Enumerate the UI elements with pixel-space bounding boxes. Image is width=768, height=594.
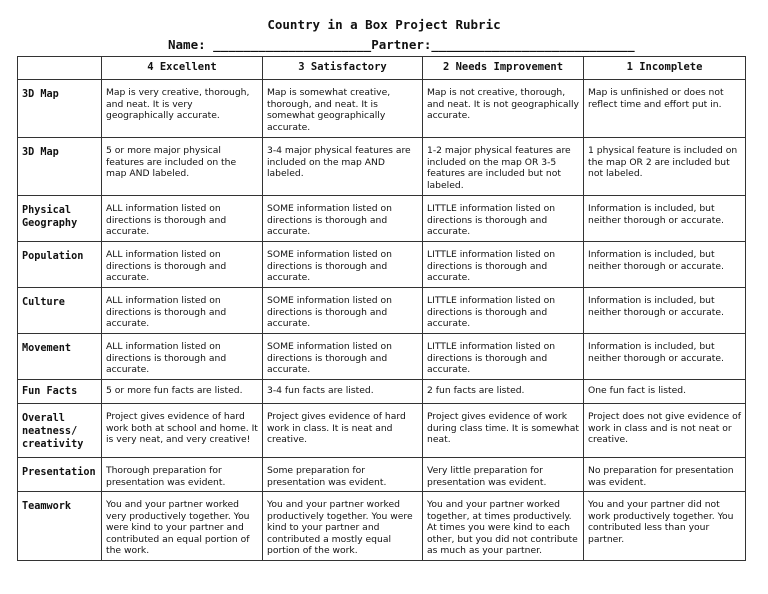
rubric-cell: No preparation for presentation was evident.: [584, 458, 746, 492]
table-row: [18, 288, 746, 334]
column-header-excellent: 4 Excellent: [102, 57, 263, 80]
table-row: [18, 138, 746, 196]
rubric-table: [17, 56, 746, 561]
rubric-cell: Project gives evidence of hard work both at school and home. It is very neat, and very creative!: [102, 404, 263, 458]
rubric-cell: You and your partner worked very productively together. You were kind to your partner and contributed an equal portion of the work.: [102, 492, 263, 561]
table-row: [18, 334, 746, 380]
criterion-label: 3D Map: [18, 138, 102, 196]
criterion-label: Physical Geography: [18, 196, 102, 242]
criterion-label: Overall neatness/ creativity: [18, 404, 102, 458]
name-partner-line: Name: _____________________Partner:___________________________: [168, 37, 635, 52]
rubric-cell: Thorough preparation for presentation was evident.: [102, 458, 263, 492]
rubric-cell: Map is very creative, thorough, and neat. It is very geographically accurate.: [102, 80, 263, 138]
rubric-cell: Project gives evidence of work during class time. It is somewhat neat.: [423, 404, 584, 458]
rubric-cell: Information is included, but neither thorough or accurate.: [584, 242, 746, 288]
column-header-satisfactory: 3 Satisfactory: [263, 57, 423, 80]
rubric-cell: Information is included, but neither thorough or accurate.: [584, 288, 746, 334]
rubric-cell: Information is included, but neither thorough or accurate.: [584, 196, 746, 242]
rubric-cell: 5 or more fun facts are listed.: [102, 380, 263, 404]
rubric-cell: Project does not give evidence of work in class and is not neat or creative.: [584, 404, 746, 458]
rubric-cell: Project gives evidence of hard work in class. It is neat and creative.: [263, 404, 423, 458]
rubric-cell: 3-4 fun facts are listed.: [263, 380, 423, 404]
rubric-cell: SOME information listed on directions is thorough and accurate.: [263, 288, 423, 334]
rubric-cell: Map is unfinished or does not reflect time and effort put in.: [584, 80, 746, 138]
rubric-cell: Map is somewhat creative, thorough, and neat. It is somewhat geographically accurate.: [263, 80, 423, 138]
rubric-cell: LITTLE information listed on directions is thorough and accurate.: [423, 196, 584, 242]
column-header-criteria: [18, 57, 102, 80]
table-row: [18, 380, 746, 404]
rubric-cell: You and your partner worked together, at times productively. At times you were kind to each other, but you did not contribute as much as your partner.: [423, 492, 584, 561]
rubric-cell: SOME information listed on directions is thorough and accurate.: [263, 334, 423, 380]
rubric-cell: You and your partner did not work productively together. You contributed less than your partner.: [584, 492, 746, 561]
rubric-cell: 1-2 major physical features are included on the map OR 3-5 features are included but not labeled.: [423, 138, 584, 196]
rubric-cell: You and your partner worked productively together. You were kind to your partner and contributed a mostly equal portion of the work.: [263, 492, 423, 561]
table-row: [18, 242, 746, 288]
rubric-cell: Information is included, but neither thorough or accurate.: [584, 334, 746, 380]
header-row: [18, 57, 746, 80]
rubric-cell: LITTLE information listed on directions is thorough and accurate.: [423, 334, 584, 380]
rubric-cell: Very little preparation for presentation was evident.: [423, 458, 584, 492]
rubric-cell: Some preparation for presentation was evident.: [263, 458, 423, 492]
rubric-cell: ALL information listed on directions is thorough and accurate.: [102, 242, 263, 288]
rubric-cell: Map is not creative, thorough, and neat. It is not geographically accurate.: [423, 80, 584, 138]
criterion-label: Fun Facts: [18, 380, 102, 404]
criterion-label: Population: [18, 242, 102, 288]
rubric-cell: One fun fact is listed.: [584, 380, 746, 404]
table-row: [18, 492, 746, 561]
rubric-cell: SOME information listed on directions is thorough and accurate.: [263, 196, 423, 242]
criterion-label: Culture: [18, 288, 102, 334]
table-row: [18, 404, 746, 458]
page-title: Country in a Box Project Rubric: [267, 17, 501, 32]
criterion-label: 3D Map: [18, 80, 102, 138]
column-header-needs-improvement: 2 Needs Improvement: [423, 57, 584, 80]
rubric-cell: ALL information listed on directions is thorough and accurate.: [102, 334, 263, 380]
rubric-cell: 2 fun facts are listed.: [423, 380, 584, 404]
rubric-cell: 3-4 major physical features are included on the map AND labeled.: [263, 138, 423, 196]
rubric-cell: LITTLE information listed on directions is thorough and accurate.: [423, 288, 584, 334]
rubric-cell: ALL information listed on directions is thorough and accurate.: [102, 288, 263, 334]
criterion-label: Presentation: [18, 458, 102, 492]
table-row: [18, 80, 746, 138]
table-row: [18, 196, 746, 242]
criterion-label: Teamwork: [18, 492, 102, 561]
rubric-cell: SOME information listed on directions is thorough and accurate.: [263, 242, 423, 288]
criterion-label: Movement: [18, 334, 102, 380]
rubric-cell: 5 or more major physical features are included on the map AND labeled.: [102, 138, 263, 196]
rubric-cell: 1 physical feature is included on the map OR 2 are included but not labeled.: [584, 138, 746, 196]
rubric-cell: LITTLE information listed on directions is thorough and accurate.: [423, 242, 584, 288]
column-header-incomplete: 1 Incomplete: [584, 57, 746, 80]
rubric-cell: ALL information listed on directions is thorough and accurate.: [102, 196, 263, 242]
table-row: [18, 458, 746, 492]
